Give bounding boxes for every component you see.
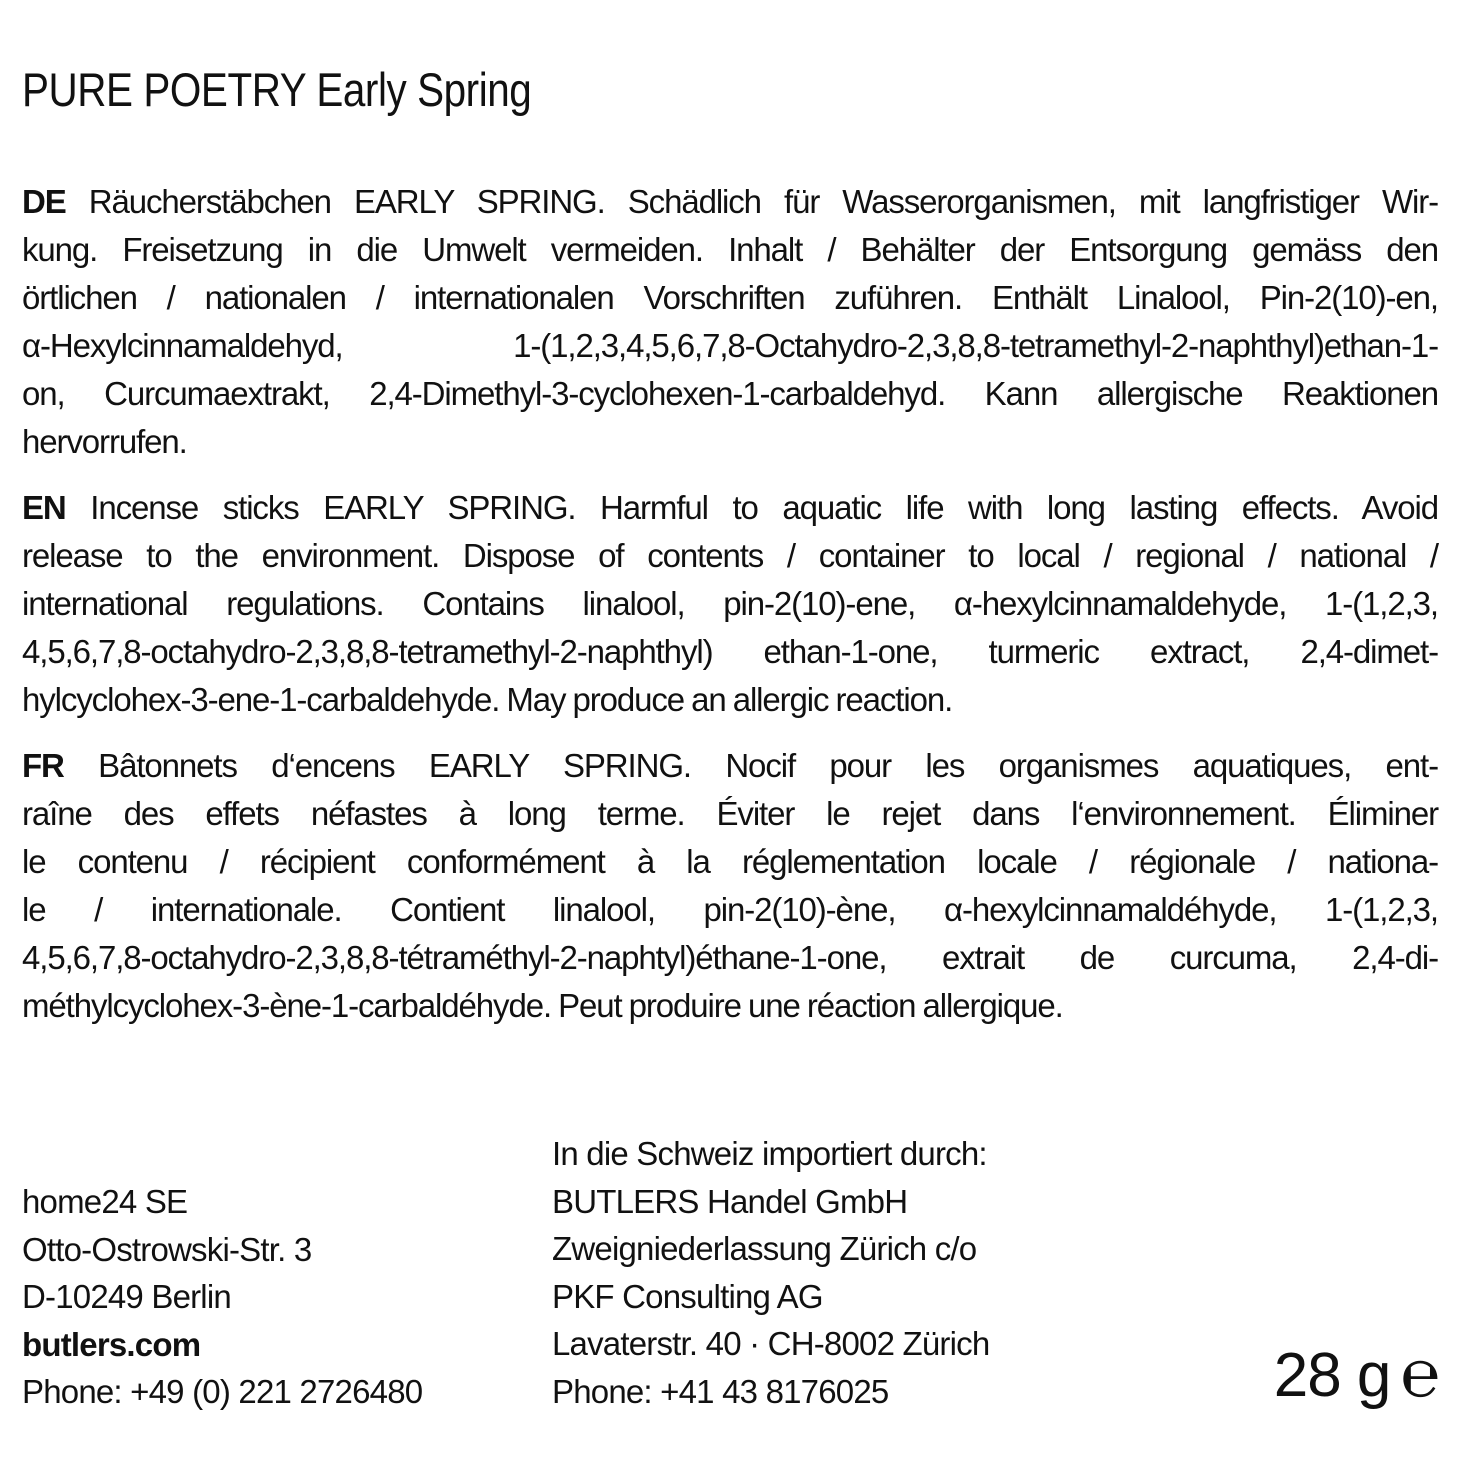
importer-intro: In die Schweiz importiert durch: [552, 1135, 987, 1172]
importer-agent: PKF Consulting AG [552, 1277, 823, 1315]
estimated-sign-icon: ℮ [1400, 1335, 1440, 1412]
paragraph-line: international regulations. Contains linalool, pin-2(10)-ene, α-hexylcinnamaldehyde, 1-(1,2,3, [22, 585, 1438, 622]
paragraph-line: méthylcyclohex-3-ène-1-carbaldéhyde. Peut produire une réaction allergique. [22, 987, 1063, 1024]
importer-company: BUTLERS Handel GmbH [552, 1182, 908, 1220]
paragraph-line: DE Räucherstäbchen EARLY SPRING. Schädlich für Wasserorganismen, mit langfristiger Wir- [22, 183, 1439, 220]
paragraph-line: hervorrufen. [22, 423, 187, 460]
website-link[interactable]: butlers.com [22, 1325, 201, 1363]
net-weight [1273, 1335, 1440, 1412]
language-code-fr: FR [22, 747, 64, 784]
paragraph-line: 4,5,6,7,8-octahydro-2,3,8,8-tétraméthyl-2-naphtyl)éthane-1-one, extrait de curcuma, 2,4-di- [22, 939, 1438, 976]
product-title: PURE POETRY Early Spring [22, 63, 532, 116]
paragraph-line: FR Bâtonnets d‘encens EARLY SPRING. Nocif pour les organismes aquatiques, ent- [22, 747, 1438, 784]
manufacturer-city: D-10249 Berlin [22, 1278, 231, 1315]
manufacturer-phone: Phone: +49 (0) 221 2726480 [22, 1373, 423, 1410]
manufacturer-address [22, 1178, 422, 1416]
paragraph-line: hylcyclohex-3-ene-1-carbaldehyde. May produce an allergic reaction. [22, 681, 953, 718]
importer-address [552, 1130, 989, 1415]
paragraph-en [22, 484, 1438, 724]
importer-address-line: Lavaterstr. 40 · CH-8002 Zürich [552, 1325, 990, 1362]
paragraph-line: le contenu / récipient conformément à la réglementation locale / régionale / nationa- [22, 843, 1438, 880]
paragraph-line: α-Hexylcinnamaldehyd, 1-(1,2,3,4,5,6,7,8-Octahydro-2,3,8,8-tetramethyl-2-naphthyl)ethan-1- [22, 327, 1438, 364]
paragraph-line: on, Curcumaextrakt, 2,4-Dimethyl-3-cyclohexen-1-carbaldehyd. Kann allergische Reaktionen [22, 375, 1438, 412]
paragraph-fr [22, 742, 1438, 1030]
paragraph-de [22, 178, 1438, 466]
language-code-de: DE [22, 183, 66, 220]
language-code-en: EN [22, 489, 66, 526]
paragraph-line: le / internationale. Contient linalool, pin-2(10)-ène, α-hexylcinnamaldéhyde, 1-(1,2,3, [22, 891, 1438, 928]
paragraph-line: kung. Freisetzung in die Umwelt vermeiden. Inhalt / Behälter der Entsorgung gemäss den [22, 231, 1438, 268]
net-weight-value: 28 g [1273, 1341, 1391, 1410]
safety-paragraphs [22, 178, 1438, 1048]
importer-branch: Zweigniederlassung Zürich c/o [552, 1230, 977, 1267]
paragraph-line: raîne des effets néfastes à long terme. Éviter le rejet dans l‘environnement. Éliminer [22, 795, 1438, 832]
paragraph-line: 4,5,6,7,8-octahydro-2,3,8,8-tetramethyl-2-naphthyl) ethan-1-one, turmeric extract, 2,4-dimet- [22, 633, 1438, 670]
importer-phone: Phone: +41 43 8176025 [552, 1372, 889, 1410]
paragraph-line: EN Incense sticks EARLY SPRING. Harmful to aquatic life with long lasting effects. Avoid [22, 489, 1438, 526]
paragraph-line: örtlichen / nationalen / internationalen Vorschriften zuführen. Enthält Linalool, Pin-2(10)-en, [22, 279, 1438, 316]
manufacturer-street: Otto-Ostrowski-Str. 3 [22, 1230, 312, 1268]
manufacturer-company: home24 SE [22, 1183, 188, 1220]
paragraph-line: release to the environment. Dispose of contents / container to local / regional / national / [22, 537, 1438, 574]
